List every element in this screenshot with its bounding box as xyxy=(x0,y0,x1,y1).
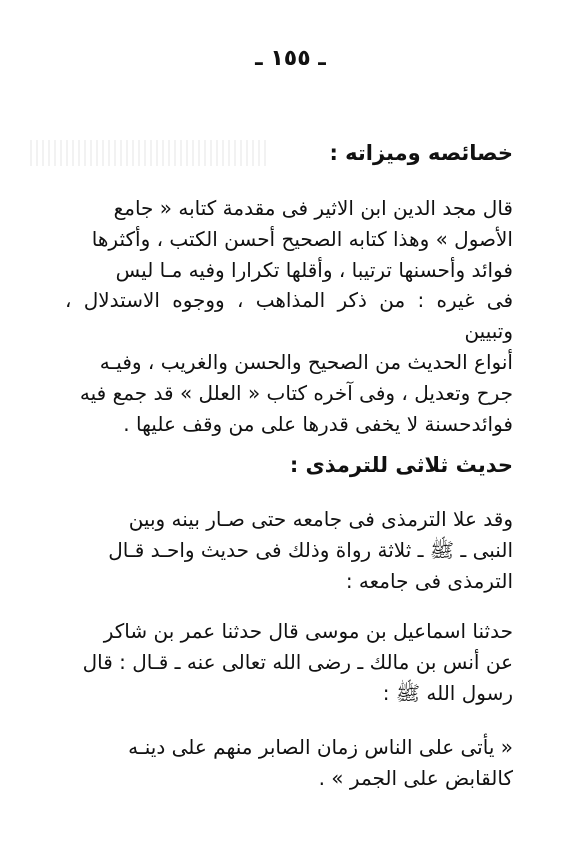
text-line: وقد علا الترمذى فى جامعه حتى صـار بينه وبين xyxy=(128,507,513,531)
section-heading-thulathi: حديث ثلاثى للترمذى : xyxy=(289,453,513,477)
section-heading-features: خصائصه وميزاته : xyxy=(329,141,513,165)
text-line: الترمذى فى جامعه : xyxy=(345,568,513,593)
paragraph-isnad xyxy=(65,616,513,708)
page-number: ـ ١٥٥ ـ xyxy=(255,46,326,71)
text-line: قال مجد الدين ابن الاثير فى مقدمة كتابه « جامع xyxy=(113,196,513,220)
scan-noise xyxy=(30,140,270,166)
text-line: النبى ـ ﷺ ـ ثلاثة رواة وذلك فى حديث واحـد قـال xyxy=(108,537,513,562)
paragraph-thulathi xyxy=(65,504,513,596)
text-line: الأصول » وهذا كتابه الصحيح أحسن الكتب ، وأكثرها xyxy=(91,226,513,251)
text-line: كالقابض على الجمر » . xyxy=(318,765,513,790)
text-line: رسول الله ﷺ : xyxy=(382,680,513,705)
text-line: عن أنس بن مالك ـ رضى الله تعالى عنه ـ قـال : قال xyxy=(82,649,513,674)
paragraph-features xyxy=(65,193,513,439)
text-line: « يأتى على الناس زمان الصابر منهم على دينـه xyxy=(128,735,513,759)
text-line: فوائدحسنة لا يخفى قدرها على من وقف عليها . xyxy=(123,411,513,436)
text-line: فى غيره : من ذكر المذاهب ، ووجوه الاستدلال ، وتبيين xyxy=(65,288,513,344)
text-line: جرح وتعديل ، وفى آخره كتاب « العلل » قد جمع فيه xyxy=(79,380,513,405)
text-line: فوائد وأحسنها ترتيبا ، وأقلها تكرارا وفيه مـا ليس xyxy=(115,257,513,282)
text-line: حدثنا اسماعيل بن موسى قال حدثنا عمر بن شاكر xyxy=(103,619,513,643)
paragraph-hadith xyxy=(65,732,513,794)
text-line: أنواع الحديث من الصحيح والحسن والغريب ، وفيـه xyxy=(99,349,513,374)
